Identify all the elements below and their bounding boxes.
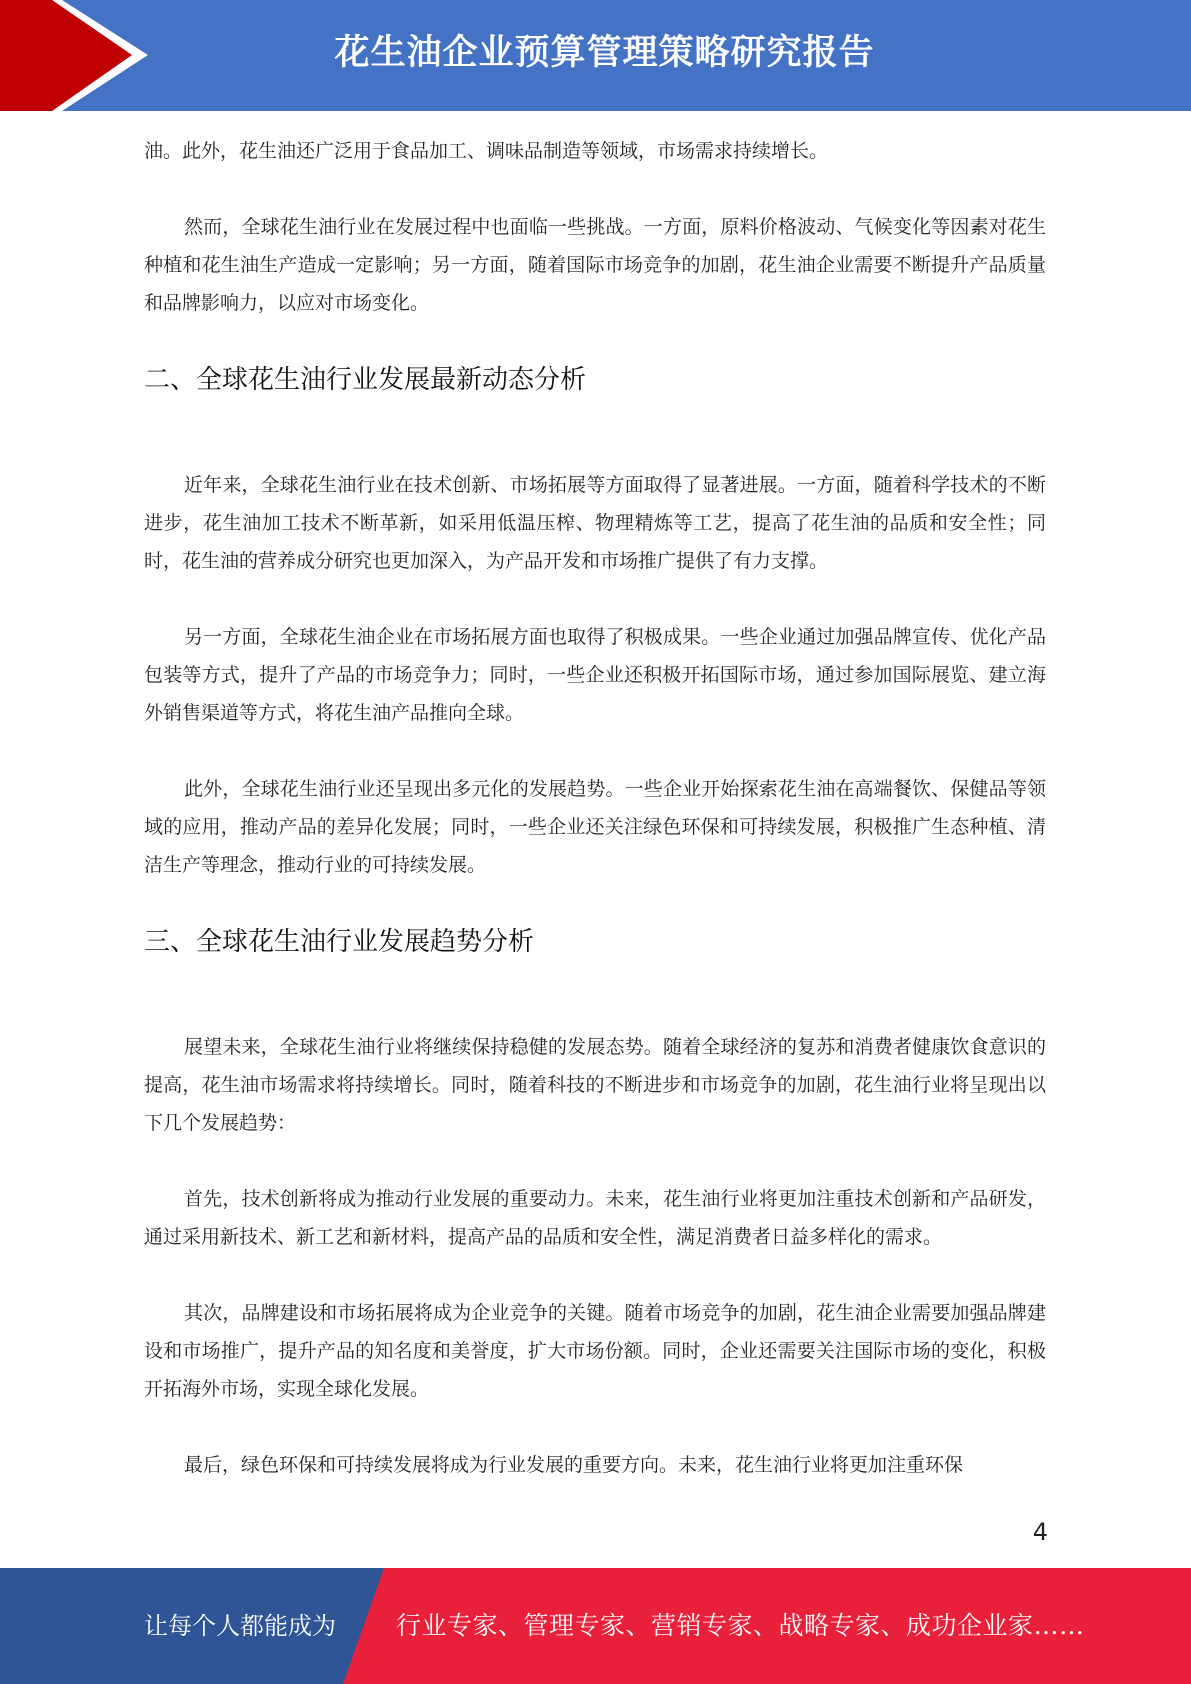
paragraph: 首先，技术创新将成为推动行业发展的重要动力。未来，花生油行业将更加注重技术创新和产品研发，通过采用新技术、新工艺和新材料，提高产品的品质和安全性，满足消费者日益多样化的需求。: [144, 1188, 1046, 1248]
page-footer: [0, 1568, 1191, 1684]
footer-slogan-right: 行业专家、管理专家、营销专家、战略专家、成功企业家……: [396, 1611, 1085, 1640]
footer-slogan-left: 让每个人都能成为: [144, 1612, 336, 1640]
paragraph: 展望未来，全球花生油行业将继续保持稳健的发展态势。随着全球经济的复苏和消费者健康饮食意识的提高，花生油市场需求将持续增长。同时，随着科技的不断进步和市场竞争的加剧，花生油行业将呈现出以下几个发展趋势：: [144, 1036, 1046, 1134]
document-body: [144, 132, 1046, 1484]
page-header: [0, 0, 1191, 111]
section-heading: 三、全球花生油行业发展趋势分析: [144, 927, 535, 957]
paragraph: 另一方面，全球花生油企业在市场拓展方面也取得了积极成果。一些企业通过加强品牌宣传、优化产品包装等方式，提升了产品的市场竞争力；同时，一些企业还积极开拓国际市场，通过参加国际展览、建立海外销售渠道等方式，将花生油产品推向全球。: [144, 626, 1046, 724]
paragraph: 最后，绿色环保和可持续发展将成为行业发展的重要方向。未来，花生油行业将更加注重环保: [184, 1454, 964, 1476]
paragraph: 然而，全球花生油行业在发展过程中也面临一些挑战。一方面，原料价格波动、气候变化等因素对花生种植和花生油生产造成一定影响；另一方面，随着国际市场竞争的加剧，花生油企业需要不断提升产品质量和品牌影响力，以应对市场变化。: [144, 216, 1046, 314]
paragraph: 近年来，全球花生油行业在技术创新、市场拓展等方面取得了显著进展。一方面，随着科学技术的不断进步，花生油加工技术不断革新，如采用低温压榨、物理精炼等工艺，提高了花生油的品质和安全性；同时，花生油的营养成分研究也更加深入，为产品开发和市场推广提供了有力支撑。: [144, 474, 1046, 572]
paragraph: 其次，品牌建设和市场拓展将成为企业竞争的关键。随着市场竞争的加剧，花生油企业需要加强品牌建设和市场推广，提升产品的知名度和美誉度，扩大市场份额。同时，企业还需要关注国际市场的变化，积极开拓海外市场，实现全球化发展。: [144, 1302, 1046, 1400]
section-heading: 二、全球花生油行业发展最新动态分析: [144, 365, 587, 395]
page-number: 4: [1032, 1518, 1048, 1546]
paragraph: 此外，全球花生油行业还呈现出多元化的发展趋势。一些企业开始探索花生油在高端餐饮、保健品等领域的应用，推动产品的差异化发展；同时，一些企业还关注绿色环保和可持续发展，积极推广生态种植、清洁生产等理念，推动行业的可持续发展。: [144, 778, 1046, 876]
paragraph: 油。此外，花生油还广泛用于食品加工、调味品制造等领域，市场需求持续增长。: [144, 140, 829, 162]
document-title: 花生油企业预算管理策略研究报告: [334, 33, 875, 73]
